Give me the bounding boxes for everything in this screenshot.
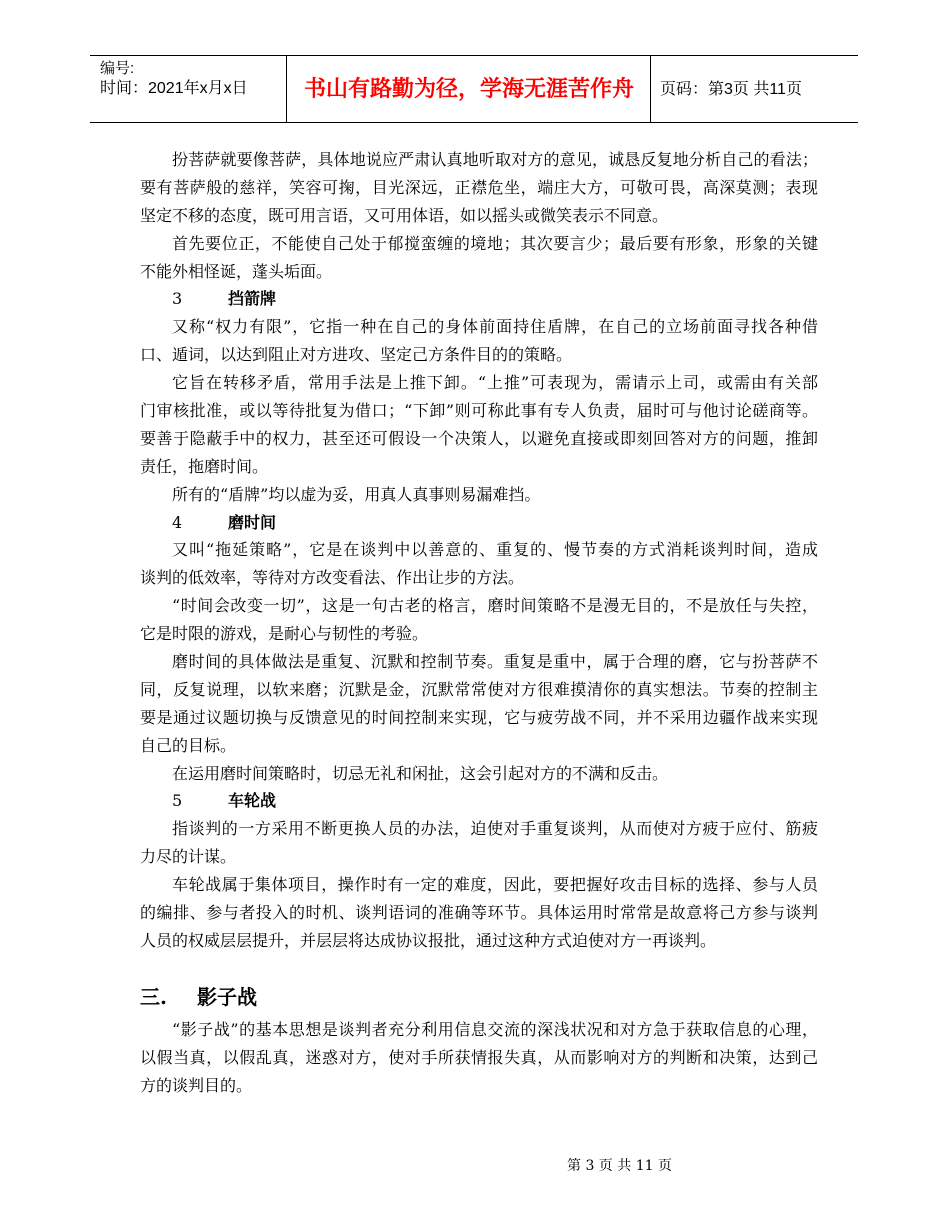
header-center-cell [286, 56, 651, 122]
section-title: 影子战 [197, 984, 257, 1009]
page-footer: 第 3 页 共 11 页 [567, 1158, 672, 1174]
paragraph-line: 它是时限的游戏，是耐心与韧性的考验。 [140, 624, 429, 644]
subsection-heading [140, 509, 818, 537]
subsection-title: 磨时间 [228, 512, 277, 532]
paragraph-line: 力尽的计谋。 [140, 847, 237, 867]
paragraph-line: 在运用磨时间策略时，切忌无礼和闲扯，这会引起对方的不满和反击。 [172, 763, 669, 783]
paragraph-line: 又称“权力有限”，它指一种在自己的身体前面持住盾牌，在自己的立场前面寻找各种借 [172, 317, 818, 337]
paragraph [140, 760, 818, 788]
paragraph-line: “时间会改变一切”，这是一句古老的格言，磨时间策略不是漫无目的，不是放任与失控， [172, 596, 818, 616]
paragraph [140, 648, 818, 760]
paragraph-line: 方的谈判目的。 [140, 1075, 253, 1095]
paragraph-line: 所有的“盾牌”均以虚为妥，用真人真事则易漏难挡。 [172, 484, 541, 504]
paragraph [140, 1016, 818, 1100]
paragraph-line: 门审核批准，或以等待批复为借口；“下卸”则可称此事有专人负责，届时可与他讨论磋商等。 [140, 401, 818, 421]
paragraph [140, 815, 818, 871]
section-number: 三. [140, 984, 167, 1009]
header-left-cell [90, 56, 286, 122]
paragraph-line: 责任，拖磨时间。 [140, 456, 269, 476]
subsection-number: 5 [172, 791, 183, 811]
paragraph-line: 要是通过议题切换与反馈意见的时间控制来实现，它与疲劳战不同，并不采用边疆作战来实现 [140, 707, 818, 727]
paragraph-line: 坚定不移的态度，既可用言语，又可用体语，如以摇头或微笑表示不同意。 [140, 205, 669, 225]
paragraph [140, 536, 818, 592]
paragraph [140, 146, 818, 230]
paragraph [140, 481, 818, 509]
header-page-info: 页码：第3页 共11页 [660, 81, 802, 98]
section-heading [140, 983, 818, 1011]
subsection-heading [140, 285, 818, 313]
paragraph [140, 313, 818, 369]
subsection-heading [140, 787, 818, 815]
paragraph [140, 592, 818, 648]
paragraph-line: 扮菩萨就要像菩萨，具体地说应严肃认真地听取对方的意见，诚恳反复地分析自己的看法； [172, 150, 818, 169]
paragraph [140, 369, 818, 481]
paragraph [140, 230, 818, 286]
document-header [90, 55, 858, 123]
paragraph-line: 指谈判的一方采用不断更换人员的办法，迫使对手重复谈判，从而使对方疲于应付、筋疲 [172, 819, 818, 839]
document-body [140, 146, 818, 1100]
paragraph-line: 谈判的低效率，等待对方改变看法、作出让步的方法。 [140, 568, 525, 588]
paragraph-line: 要善于隐蔽手中的权力，甚至还可假设一个决策人，以避免直接或即刻回答对方的问题，推卸 [140, 428, 818, 448]
subsection-title: 挡箭牌 [228, 289, 277, 309]
doc-number-label: 编号: [100, 60, 135, 77]
paragraph-line: 首先要位正，不能使自己处于郁搅蛮缠的境地；其次要言少；最后要有形象，形象的关键 [172, 233, 818, 253]
subsection-number: 3 [172, 289, 183, 309]
paragraph-line: 口、遁词，以达到阻止对方进攻、坚定己方条件目的的策略。 [140, 345, 573, 365]
paragraph-line: 的编排、参与者投入的时机、谈判语词的准确等环节。具体运用时常常是故意将己方参与谈判 [140, 903, 818, 923]
header-right-cell [650, 56, 859, 122]
paragraph-line: 以假当真，以假乱真，迷惑对方，使对手所获情报失真，从而影响对方的判断和决策，达到己 [140, 1047, 818, 1067]
paragraph-line: 不能外相怪诞，蓬头垢面。 [140, 261, 333, 281]
paragraph-line: 同，反复说理，以软来磨；沉默是金，沉默常常使对方很难摸清你的真实想法。节奏的控制主 [140, 679, 818, 699]
paragraph-line: 磨时间的具体做法是重复、沉默和控制节奏。重复是重中，属于合理的磨，它与扮菩萨不 [172, 652, 818, 672]
doc-date-label: 时间：2021年x月x日 [100, 80, 248, 97]
paragraph-line: “影子战”的基本思想是谈判者充分利用信息交流的深浅状况和对方急于获取信息的心理， [172, 1019, 818, 1039]
header-motto: 书山有路勤为径，学海无涯苦作舟 [303, 77, 634, 102]
subsection-title: 车轮战 [228, 791, 277, 811]
paragraph-line: 自己的目标。 [140, 735, 237, 755]
paragraph-line: 又叫“拖延策略”，它是在谈判中以善意的、重复的、慢节奏的方式消耗谈判时间，造成 [172, 540, 818, 560]
paragraph-line: 它旨在转移矛盾，常用手法是上推下卸。“上推”可表现为，需请示上司，或需由有关部 [172, 373, 818, 393]
paragraph-line: 人员的权威层层提升，并层层将达成协议报批，通过这种方式迫使对方一再谈判。 [140, 930, 717, 950]
paragraph-line: 车轮战属于集体项目，操作时有一定的难度，因此，要把握好攻击目标的选择、参与人员 [172, 875, 818, 895]
subsection-number: 4 [172, 512, 183, 532]
paragraph-line: 要有菩萨般的慈祥，笑容可掬，目光深远，正襟危坐，端庄大方，可敬可畏，高深莫测；表现 [140, 177, 818, 197]
paragraph [140, 871, 818, 955]
